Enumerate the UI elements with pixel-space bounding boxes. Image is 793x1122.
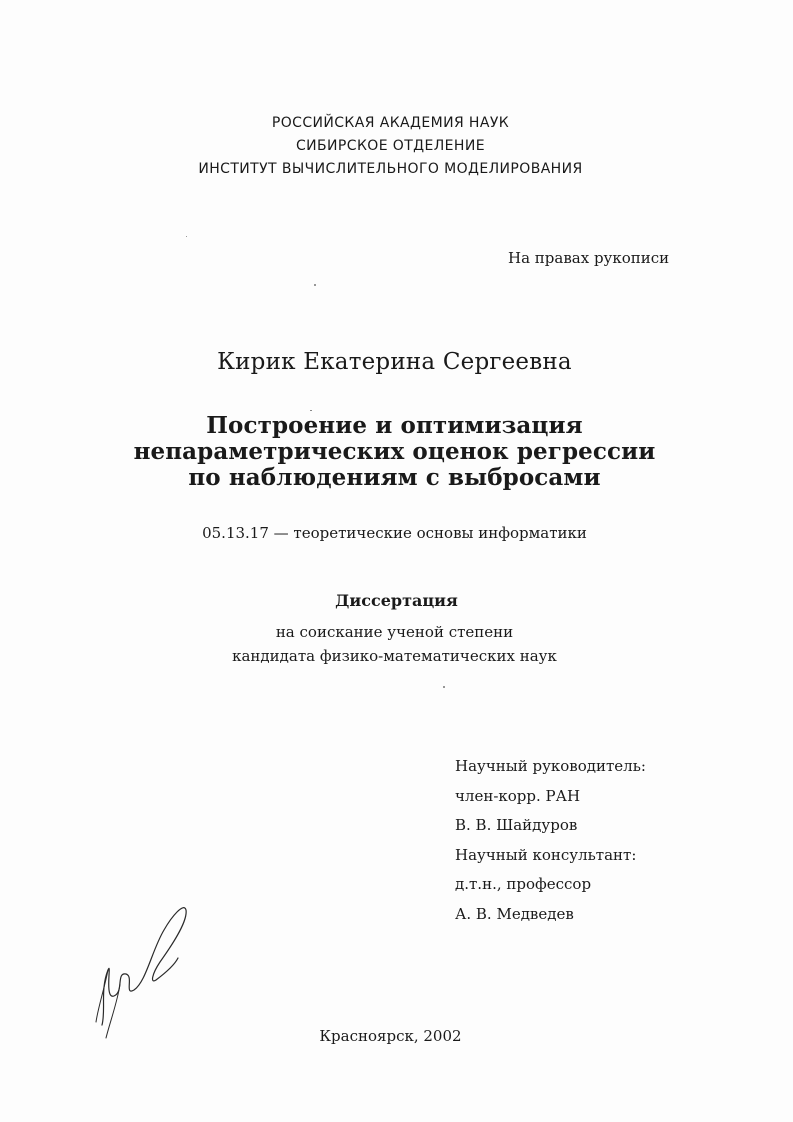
dissertation-heading: Диссертация xyxy=(335,591,458,610)
handwritten-signature xyxy=(94,900,194,1040)
supervisor-name: В. В. Шайдуров xyxy=(455,816,578,834)
author-name: Кирик Екатерина Сергеевна xyxy=(217,349,572,375)
supervisor-label: Научный руководитель: xyxy=(455,757,646,775)
specialty-code: 05.13.17 — теоретические основы информатики xyxy=(202,524,587,542)
supervisor-title: член-корр. РАН xyxy=(455,786,581,805)
city-year: Красноярск, 2002 xyxy=(319,1027,462,1045)
scan-speck xyxy=(186,236,187,237)
scan-speck xyxy=(310,410,312,411)
org-line-institute: ИНСТИТУТ ВЫЧИСЛИТЕЛЬНОГО МОДЕЛИРОВАНИЯ xyxy=(198,161,583,177)
dissertation-title xyxy=(0,413,791,491)
org-line-academy: РОССИЙСКАЯ АКАДЕМИЯ НАУК xyxy=(271,115,510,131)
consultant-label: Научный консультант: xyxy=(455,845,637,864)
degree-line-1: на соискание ученой степени xyxy=(275,623,514,641)
supervisors-block xyxy=(455,752,646,929)
scan-speck xyxy=(314,284,316,286)
scan-speck xyxy=(443,686,445,688)
consultant-name: А. В. Медведев xyxy=(455,904,574,923)
degree-description xyxy=(0,620,791,668)
rights-note: На правах рукописи xyxy=(508,249,670,267)
degree-line-2: кандидата физико-математических наук xyxy=(232,647,557,665)
consultant-title: д.т.н., профессор xyxy=(455,875,592,893)
organization-block xyxy=(0,112,787,181)
title-line-1: Построение и оптимизация xyxy=(206,412,583,439)
org-line-branch: СИБИРСКОЕ ОТДЕЛЕНИЕ xyxy=(296,138,485,154)
title-line-2: непараметрических оценок регрессии xyxy=(133,438,656,465)
title-line-3: по наблюдениям с выбросами xyxy=(188,464,601,491)
